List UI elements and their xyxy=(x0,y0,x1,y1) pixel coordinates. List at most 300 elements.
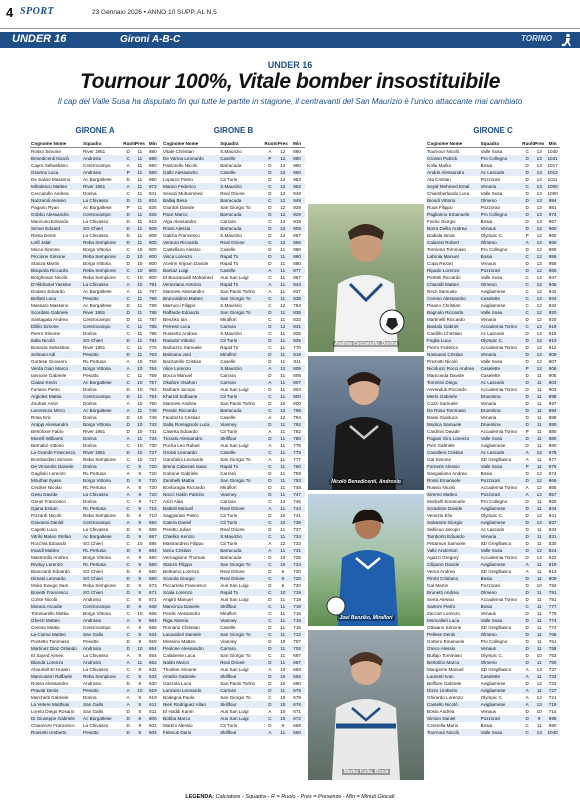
table-row xyxy=(162,225,305,232)
col-min: 619 xyxy=(149,695,157,700)
col-min: 889 xyxy=(548,415,557,420)
col-name: Dodaro Edoardo xyxy=(31,289,65,294)
col-team: Carrara xyxy=(220,373,236,378)
col-role: D xyxy=(268,569,272,574)
col-role: D xyxy=(126,709,130,714)
col-pres: 11 xyxy=(276,463,289,470)
col-role: C xyxy=(126,667,130,672)
col-team: Caselle xyxy=(219,155,263,162)
col-name: Perdic Alessandro xyxy=(163,611,201,616)
table-row xyxy=(426,400,560,407)
col-team: Centrocampo xyxy=(83,317,111,322)
table-row xyxy=(426,323,560,330)
col-team: La Chivasso xyxy=(82,281,122,288)
col-pres: 11 xyxy=(137,331,143,336)
table-row xyxy=(426,204,560,211)
table-row xyxy=(30,519,160,526)
table-row xyxy=(426,673,560,680)
col-name: Cardillo Christian xyxy=(427,331,462,336)
table-row xyxy=(426,456,560,463)
table-row xyxy=(426,624,560,631)
photo-caption: Marko Kolla, Bosia xyxy=(343,769,389,775)
col-pres: 11 xyxy=(137,345,143,350)
col-min: 932 xyxy=(548,303,557,308)
col-min: 897 xyxy=(548,401,557,406)
col-role: D xyxy=(122,477,134,484)
col-pres: 11 xyxy=(134,351,146,358)
col-name: Scradone Davide xyxy=(426,505,480,512)
col-pres: 11 xyxy=(280,527,286,532)
col-team: San Giorgio To xyxy=(219,561,263,568)
col-role: P xyxy=(126,205,130,210)
col-role: C xyxy=(268,317,272,322)
col-pres: 11 xyxy=(276,337,289,344)
table-row xyxy=(30,540,160,547)
col-role: D xyxy=(521,547,533,554)
col-role: D xyxy=(126,723,130,728)
col-min: 775 xyxy=(548,611,557,616)
col-min: 734 xyxy=(146,435,160,442)
col-min: 827 xyxy=(293,289,301,294)
col-pres: 10 xyxy=(280,667,286,672)
col-role: D xyxy=(126,681,130,686)
col-pres: 11 xyxy=(280,261,286,266)
col-pres: 13 xyxy=(533,197,545,204)
col-name: Bombardieri Simone xyxy=(31,457,73,462)
col-team: Miraflori xyxy=(220,611,237,616)
col-pres: 12 xyxy=(533,365,545,372)
col-pres: 10 xyxy=(276,701,289,708)
legend-label: LEGENDA: xyxy=(185,794,215,800)
col-pres: 12 xyxy=(280,163,286,168)
col-name: Giovanni Daniel xyxy=(30,519,82,526)
col-name: Calaberse Luca xyxy=(163,653,196,658)
col-role: C xyxy=(268,345,272,350)
col-team: Venaria xyxy=(480,183,522,190)
col-role: D xyxy=(126,303,130,308)
col-pres: 10 xyxy=(134,421,146,428)
col-role: C xyxy=(264,197,277,204)
col-min: 800 xyxy=(289,393,305,400)
table-row xyxy=(30,365,160,372)
col-role: D xyxy=(521,169,533,176)
col-team: S.Maurizio xyxy=(219,365,263,372)
col-role: D xyxy=(525,373,529,378)
column-header: Cognome Nome xyxy=(162,139,219,148)
table-row xyxy=(162,575,305,582)
table-row xyxy=(162,267,305,274)
col-pres: 11 xyxy=(276,449,289,456)
col-min: 787 xyxy=(149,317,157,322)
col-name: Nassaoni Cristian xyxy=(426,351,480,358)
col-pres: 9 xyxy=(281,583,285,588)
col-pres: 9 xyxy=(138,625,142,630)
table-row xyxy=(162,484,305,491)
col-name: Vitrilo Mateo Stefan xyxy=(30,533,82,540)
col-min: 652 xyxy=(146,659,160,666)
col-name: Pierro Simone xyxy=(31,331,61,336)
col-name: Pagani Giro Lorenzo xyxy=(426,435,480,442)
col-pres: 11 xyxy=(536,625,542,630)
col-min: 733 xyxy=(548,681,557,686)
col-pres: 11 xyxy=(134,169,146,176)
col-role: D xyxy=(264,477,277,484)
col-team: San Giorgio To xyxy=(219,477,263,484)
player-photo-1-image xyxy=(308,204,424,352)
col-name: Mannesi Alessandro xyxy=(163,289,205,294)
col-role: C xyxy=(122,267,134,274)
col-role: D xyxy=(525,261,529,266)
table-row xyxy=(162,729,305,736)
table-row xyxy=(426,351,560,358)
col-role: A xyxy=(122,491,134,498)
col-team: La Chivasso xyxy=(83,667,109,672)
col-pres: 9 xyxy=(134,701,146,708)
col-pres: 9 xyxy=(138,471,142,476)
col-team: Venaus xyxy=(480,611,496,616)
col-team: Dorina xyxy=(82,463,122,470)
col-pres: 10 xyxy=(137,429,143,434)
col-name: Ottaiano Simone xyxy=(427,625,462,630)
col-team: River 1951 xyxy=(82,449,122,456)
col-min: 654 xyxy=(149,653,157,658)
table-row xyxy=(426,638,560,645)
col-team: Pesotto xyxy=(82,729,122,736)
col-team: Valle Susa xyxy=(480,435,522,442)
col-min: 676 xyxy=(289,701,305,708)
col-min: 822 xyxy=(548,555,557,560)
col-role: D xyxy=(521,379,533,386)
col-pres: 11 xyxy=(276,533,289,540)
col-min: 841 xyxy=(149,191,157,196)
table-row xyxy=(30,281,160,288)
table-row xyxy=(162,687,305,694)
col-team: Venaria xyxy=(480,401,497,406)
col-team: Real Orione xyxy=(219,239,263,246)
col-team: Vianney xyxy=(219,491,263,498)
col-name: Lanzano Leonardo xyxy=(162,687,219,694)
col-name: Naldo Marco xyxy=(162,659,219,666)
col-pres: 12 xyxy=(276,197,289,204)
table-row xyxy=(162,442,305,449)
col-role: D xyxy=(264,309,277,316)
col-team: Bosia xyxy=(480,723,493,728)
table-row xyxy=(162,407,305,414)
col-pres: 10 xyxy=(276,561,289,568)
player-photo-1 xyxy=(308,204,424,352)
col-team: La Chivasso xyxy=(83,527,109,532)
table-row xyxy=(162,316,305,323)
col-role: D xyxy=(126,149,130,154)
col-name: Ceresa Mattia xyxy=(31,625,60,630)
col-role: D xyxy=(268,597,272,602)
col-name: Imardi Matteo xyxy=(30,547,82,554)
col-pres: 11 xyxy=(137,149,143,154)
table-row xyxy=(426,526,560,533)
col-name: Cecilter Nicolai xyxy=(31,485,62,490)
col-min: 611 xyxy=(146,701,160,708)
col-role: D xyxy=(521,715,533,722)
col-pres: 9 xyxy=(134,533,146,540)
col-role: C xyxy=(264,183,277,190)
col-team: Aus San Luigi xyxy=(219,715,263,722)
col-min: 712 xyxy=(289,631,305,638)
table-row xyxy=(30,316,160,323)
col-min: 673 xyxy=(149,583,157,588)
col-name: Barbuzzo Samuele xyxy=(163,345,202,350)
table-row xyxy=(162,176,305,183)
col-role: C xyxy=(264,533,277,540)
table-row xyxy=(30,449,160,456)
col-min: 867 xyxy=(293,275,301,280)
col-min: 857 xyxy=(545,491,560,498)
col-role: C xyxy=(264,631,277,638)
col-team: Ac Borgaltese xyxy=(83,177,112,182)
col-pres: 11 xyxy=(536,415,542,420)
col-name: D'Alikhanal Yassine xyxy=(30,281,82,288)
col-min: 960 xyxy=(545,225,560,232)
col-name: Bastalo Gabriel xyxy=(426,323,480,330)
col-name: Scarola Giorgio xyxy=(162,575,219,582)
col-role: A xyxy=(122,687,134,694)
col-name: Visca Lorenzo xyxy=(162,253,219,260)
col-role: D xyxy=(521,659,533,666)
col-name: Ghirardo Lorenzo xyxy=(427,695,463,700)
col-name: Piccione Simone xyxy=(30,253,82,260)
col-name: Bernabò Vittorio xyxy=(31,443,64,448)
col-role: D xyxy=(126,233,130,238)
col-name: Loparco Pietro xyxy=(163,177,193,182)
col-min: 833 xyxy=(293,317,301,322)
table-row xyxy=(30,666,160,673)
col-pres: 11 xyxy=(134,239,146,246)
column-header: Min xyxy=(146,139,160,148)
col-role: A xyxy=(122,617,134,624)
col-team: Rapid To xyxy=(219,253,263,260)
table-row xyxy=(426,281,560,288)
photo-caption: Andrea Ceccarullo, Dorina xyxy=(334,341,398,347)
col-team: Accademia Torino xyxy=(480,485,518,490)
table-row xyxy=(30,148,160,156)
section-title: UNDER 16 xyxy=(12,33,67,45)
col-team: Olympic C. xyxy=(480,653,504,658)
table-row xyxy=(30,274,160,281)
table-row xyxy=(30,589,160,596)
col-name: La Vetere Matthias xyxy=(30,701,82,708)
col-team: SG Chieri xyxy=(82,589,122,596)
col-pres: 11 xyxy=(280,317,286,322)
table-row xyxy=(426,309,560,316)
col-pres: 10 xyxy=(137,247,143,252)
col-min: 687 xyxy=(146,533,160,540)
col-min: 687 xyxy=(289,659,305,666)
col-role: D xyxy=(525,191,529,196)
col-role: A xyxy=(264,365,277,372)
col-team: Barracuda xyxy=(220,163,242,168)
col-team: Reba Sempione xyxy=(83,583,116,588)
table-row xyxy=(426,610,560,617)
col-pres: 11 xyxy=(533,407,545,414)
table-row xyxy=(162,631,305,638)
col-pres: 9 xyxy=(138,583,142,588)
table-row xyxy=(30,526,160,533)
col-role: D xyxy=(525,555,529,560)
col-min: 818 xyxy=(149,219,157,224)
col-pres: 12 xyxy=(533,253,545,260)
table-row xyxy=(426,498,560,505)
col-min: 949 xyxy=(289,197,305,204)
col-role: C xyxy=(521,729,533,736)
column-header: Squadra xyxy=(82,139,122,148)
col-pres: 11 xyxy=(533,393,545,400)
table-row xyxy=(162,519,305,526)
col-pres: 11 xyxy=(134,211,146,218)
col-pres: 12 xyxy=(280,499,286,504)
table-row xyxy=(162,617,305,624)
col-name: Balliaj Besa xyxy=(162,197,219,204)
col-min: 634 xyxy=(149,667,157,672)
table-row xyxy=(30,309,160,316)
col-team: River 1951 xyxy=(83,429,106,434)
col-min: 886 xyxy=(289,239,305,246)
group-title: GIRONE C xyxy=(473,126,513,135)
col-min: 753 xyxy=(289,477,305,484)
col-team: Skillfour xyxy=(219,701,263,708)
col-name: Abourtell El Hussin xyxy=(31,667,70,672)
col-name: Bellotti Luca xyxy=(30,295,82,302)
col-team: Bosia xyxy=(480,253,522,260)
col-team: SD Greglliasco xyxy=(480,625,512,630)
table-row xyxy=(162,400,305,407)
col-min: 833 xyxy=(548,527,557,532)
col-min: 877 xyxy=(548,457,557,462)
col-role: D xyxy=(268,261,272,266)
col-name: Micca Simone xyxy=(31,247,60,252)
table-row xyxy=(30,337,160,344)
col-min: 759 xyxy=(149,373,157,378)
table-row xyxy=(426,491,560,498)
col-role: D xyxy=(264,253,277,260)
col-role: D xyxy=(521,477,533,484)
col-pres: 13 xyxy=(533,169,545,176)
col-role: C xyxy=(122,463,134,470)
col-role: D xyxy=(122,211,134,218)
table-header-row xyxy=(30,139,160,148)
col-pres: 12 xyxy=(533,323,545,330)
table-row xyxy=(162,274,305,281)
table-row xyxy=(162,540,305,547)
table-row xyxy=(426,561,560,568)
col-min: 707 xyxy=(293,639,301,644)
col-team: S.Maurizio xyxy=(219,183,263,190)
col-min: 809 xyxy=(146,225,160,232)
col-pres: 12 xyxy=(536,331,542,336)
col-pres: 13 xyxy=(533,183,545,190)
col-pres: 10 xyxy=(137,261,143,266)
col-min: 727 xyxy=(149,457,157,462)
col-team: Caselette xyxy=(480,373,501,378)
col-team: Ac Lascaris xyxy=(480,331,505,336)
col-min: 685 xyxy=(149,541,157,546)
col-team: RL Pertusa xyxy=(83,359,106,364)
table-row xyxy=(426,631,560,638)
table-row xyxy=(30,568,160,575)
col-min: 808 xyxy=(149,233,157,238)
col-name: Pastorello Nicolò xyxy=(163,163,198,168)
col-team: La Chivasso xyxy=(83,723,109,728)
table-row xyxy=(30,295,160,302)
col-pres: 11 xyxy=(533,463,545,470)
col-min: 702 xyxy=(289,645,305,652)
table-row xyxy=(426,162,560,169)
col-role: D xyxy=(264,421,277,428)
col-pres: 9 xyxy=(134,617,146,624)
col-role: P xyxy=(525,429,529,434)
col-name: Genel Francesco xyxy=(31,499,66,504)
col-name: Conte Nicolò xyxy=(31,597,58,602)
col-role: C xyxy=(264,589,277,596)
col-team: San Giorgio To xyxy=(219,295,263,302)
col-pres: 12 xyxy=(533,281,545,288)
col-team: Barracuda xyxy=(219,547,263,554)
col-min: 949 xyxy=(293,191,301,196)
col-min: 630 xyxy=(149,681,157,686)
col-name: Cavallero Cristian xyxy=(426,449,480,456)
col-name: Bertolone Fabio xyxy=(31,429,64,434)
table-row xyxy=(426,708,560,715)
col-team: Caselle xyxy=(219,449,263,456)
col-pres: 9 xyxy=(281,569,285,574)
table-row xyxy=(162,582,305,589)
col-team: Barracuda xyxy=(219,407,263,414)
col-team: Olmeno xyxy=(480,281,522,288)
col-team: Borgo Vittoria xyxy=(82,477,122,484)
col-role: D xyxy=(122,393,134,400)
table-row xyxy=(162,722,305,729)
col-pres: 12 xyxy=(276,183,289,190)
col-pres: 10 xyxy=(137,611,143,616)
col-team: Accademia Torino xyxy=(480,345,518,350)
col-min: 898 xyxy=(545,393,560,400)
table-row xyxy=(162,477,305,484)
col-pres: 11 xyxy=(276,603,289,610)
col-min: 942 xyxy=(548,289,557,294)
table-row xyxy=(162,673,305,680)
col-min: 818 xyxy=(289,351,305,358)
col-min: 668 xyxy=(146,603,160,610)
col-pres: 11 xyxy=(536,527,542,532)
col-pres: 12 xyxy=(280,303,286,308)
col-name: Raffarde Edoardo xyxy=(162,309,219,316)
col-role: C xyxy=(268,499,272,504)
col-role: D xyxy=(521,337,533,344)
col-pres: 9 xyxy=(276,575,289,582)
col-min: 837 xyxy=(545,519,560,526)
col-pres: 11 xyxy=(536,429,542,434)
table-row xyxy=(30,400,160,407)
col-role: D xyxy=(122,575,134,582)
player-photo-3 xyxy=(308,494,424,626)
table-row xyxy=(162,344,305,351)
photo-caption: Joel Benziko, Miraflori xyxy=(339,615,393,621)
col-team: SG Chieri xyxy=(82,225,122,232)
col-pres: 9 xyxy=(134,575,146,582)
col-pres: 11 xyxy=(276,491,289,498)
table-row xyxy=(426,330,560,337)
col-pres: 11 xyxy=(536,499,542,504)
col-min: 611 xyxy=(149,709,157,714)
col-min: 880 xyxy=(293,247,301,252)
